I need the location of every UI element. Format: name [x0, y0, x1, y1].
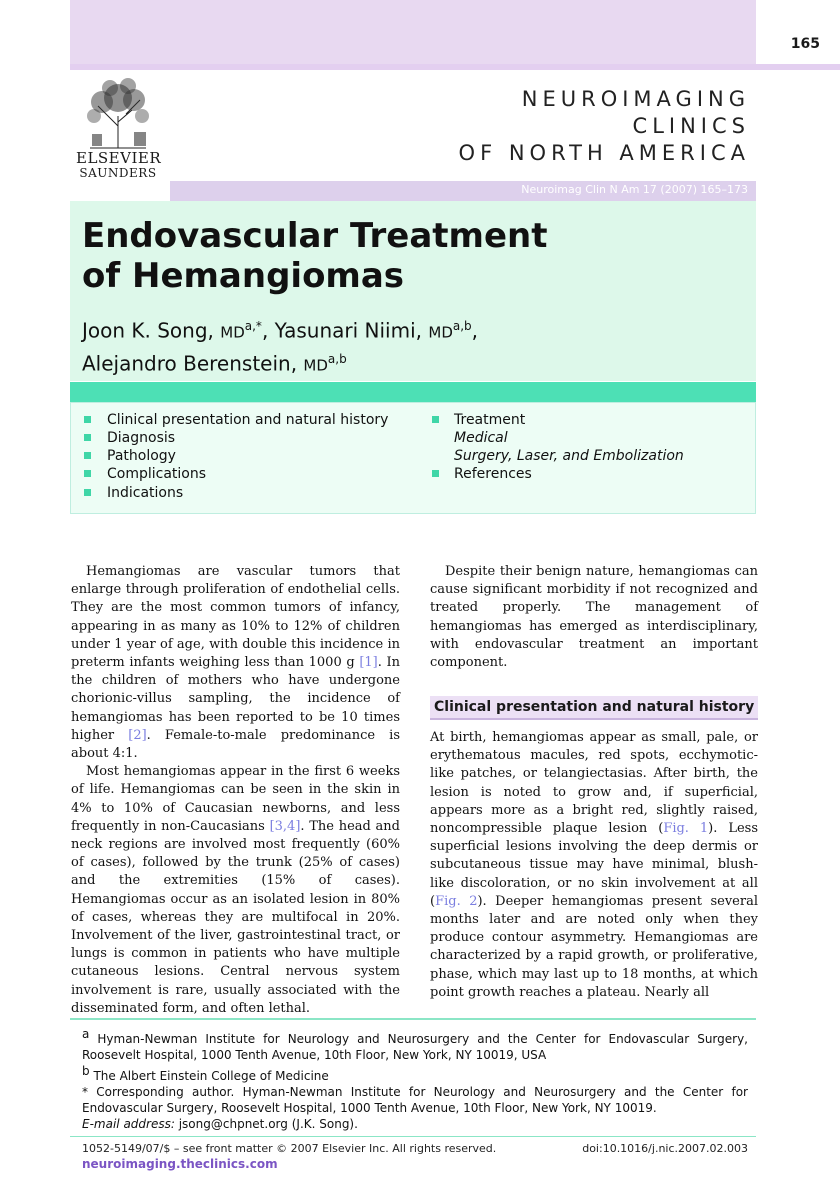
section-heading-rule: [430, 718, 758, 720]
paragraph: Despite their benign nature, hemangiomas can cause significant morbidity if not recognized and treated properly. The management of hemangiomas has emerged as interdisciplinary, with endovascular treatment an important component.: [430, 564, 758, 671]
page-number-box: [760, 0, 840, 64]
figure-link[interactable]: Fig. 2: [435, 893, 478, 909]
author-affiliation-mark: a,b: [452, 319, 472, 333]
author-degree: MD: [220, 323, 245, 342]
toc-subitem[interactable]: Surgery, Laser, and Embolization: [454, 448, 684, 464]
toc-item[interactable]: References: [454, 466, 532, 482]
toc-subitem[interactable]: Medical: [454, 430, 508, 446]
elsevier-tree-icon: [80, 76, 156, 150]
author-degree: MD: [428, 323, 453, 342]
footnote-mark: b: [82, 1064, 90, 1078]
footnote-a: [82, 1026, 748, 1063]
paragraph: [71, 563, 400, 763]
toc-item[interactable]: Indications: [107, 485, 184, 501]
bullet-icon: [432, 470, 439, 477]
section-heading: Clinical presentation and natural history: [434, 699, 755, 715]
footer-rule: [70, 1136, 756, 1137]
title-line-2: of Hemangiomas: [82, 256, 405, 296]
paragraph: [430, 729, 758, 1002]
author-name: Alejandro Berenstein,: [82, 351, 298, 376]
journal-title-line2: CLINICS: [632, 114, 750, 138]
paragraph: [71, 763, 400, 1018]
publisher-name: ELSEVIER: [76, 149, 162, 167]
footnote-text: The Albert Einstein College of Medicine: [93, 1069, 329, 1083]
footnote-corresponding: * Corresponding author. Hyman-Newman Institute for Neurology and Neurosurgery and the Center for Endovascular Surgery, Roosevelt Hospital, 1000 Tenth Avenue, 10th Floor, New York, NY 10019.: [82, 1085, 748, 1115]
paragraph-text: Most hemangiomas appear in the first 6 weeks of life. Hemangiomas can be seen in the skin in 4% to 10% of Caucasian newborns, and less frequently in non-Caucasians: [71, 764, 400, 834]
author-name: Yasunari Niimi,: [274, 318, 423, 343]
toc-item[interactable]: Complications: [107, 466, 207, 482]
body-right-column-intro: [430, 563, 758, 672]
figure-link[interactable]: Fig. 1: [663, 821, 709, 837]
paragraph-text: . The head and neck regions are involved most frequently (60% of cases), followed by the trunk (25% of cases) and the extremities (15% of cases). Hemangiomas occur as an isolated lesion in 80% of cases, whereas they are multifocal in 20%. Involvement of the liver, gastrointestinal tract, or lungs is common in patients who have multiple cutaneous lesions. Central nervous system involvement is rare, usually associated with the disseminated form, and often lethal.: [71, 818, 400, 1016]
publisher-imprint: SAUNDERS: [79, 166, 157, 180]
paragraph-text: . In the children of mothers who have undergone chorionic-villus sampling, the incidence of hemangiomas has been reported to be 10 times higher: [71, 655, 401, 743]
paragraph-text: ). Deeper hemangiomas present several months later and are noted only when they produce contour asymmetry. Hemangiomas are characterized by a rapid growth, or proliferative, phase, which may last up to 18 months, at which point growth reaches a plateau. Nearly all: [430, 893, 758, 1000]
citation-link[interactable]: [3,4]: [269, 818, 301, 834]
toc-item[interactable]: Pathology: [107, 448, 176, 464]
email-label: E-mail address:: [82, 1117, 175, 1131]
paragraph-text: Hemangiomas are vascular tumors that enlarge through proliferation of endothelial cells. They are the most common tumors of infancy, appearing in as many as 10% to 12% of children under 1 year of age, with double this incidence in preterm infants weighing less than 1000 g: [71, 564, 400, 671]
author-line-2: [82, 346, 682, 379]
author-line-1: [82, 313, 682, 346]
toc-header-band: [70, 382, 756, 402]
bullet-icon: [432, 416, 439, 423]
citation-link[interactable]: [1]: [359, 655, 378, 671]
toc-item[interactable]: Treatment: [454, 412, 526, 428]
title-line-1: Endovascular Treatment: [82, 216, 548, 256]
author-affiliation-mark: a,*: [244, 319, 262, 333]
bullet-icon: [84, 434, 91, 441]
bullet-icon: [84, 470, 91, 477]
doi[interactable]: doi:10.1016/j.nic.2007.02.003: [582, 1142, 748, 1155]
author-degree: MD: [303, 356, 328, 375]
email-suffix: (J.K. Song).: [291, 1117, 358, 1131]
author-separator: ,: [261, 318, 269, 343]
bullet-icon: [84, 489, 91, 496]
bullet-icon: [84, 452, 91, 459]
footnote-b: [82, 1063, 748, 1084]
header-rule: [70, 64, 840, 70]
body-left-column: [71, 563, 400, 1018]
publisher-logo: [76, 76, 160, 180]
paragraph-text: At birth, hemangiomas appear as small, pale, or erythematous macules, red spots, ecchymotic-like patches, or telangiectasias. After birth, the lesion is noted to grow and, if superficial, appears more as a bright red, slightly raised, noncompressible plaque lesion (: [430, 730, 758, 837]
footnote-email: [82, 1116, 748, 1132]
paragraph-text: ). Less superficial lesions involving the deep dermis or subcutaneous tissue may have minimal, blush-like discoloration, or no skin involvement at all (: [430, 821, 758, 909]
toc-item[interactable]: Diagnosis: [107, 430, 176, 446]
bullet-icon: [84, 416, 91, 423]
footnotes: [82, 1026, 748, 1132]
footnote-mark: a: [82, 1027, 90, 1041]
journal-title-line3: OF NORTH AMERICA: [458, 141, 750, 165]
footnote-text: Hyman-Newman Institute for Neurology and Neurosurgery and the Center for Endovascular Surgery, Roosevelt Hospital, 1000 Tenth Avenue, 10th Floor, New York, NY 10019, USA: [82, 1032, 748, 1062]
article-title: [82, 216, 682, 296]
author-affiliation-mark: a,b: [327, 351, 347, 366]
journal-citation: Neuroimag Clin N Am 17 (2007) 165–173: [521, 183, 748, 196]
citation-link[interactable]: [2]: [128, 727, 147, 743]
toc-item[interactable]: Clinical presentation and natural history: [107, 412, 389, 428]
footnote-rule: [70, 1018, 756, 1020]
author-list: [82, 313, 682, 378]
journal-url[interactable]: neuroimaging.theclinics.com: [82, 1157, 278, 1171]
paragraph-text: . Female-to-male predominance is about 4:1.: [71, 727, 400, 762]
issn-line: 1052-5149/07/$ – see front matter © 2007 Elsevier Inc. All rights reserved.: [82, 1142, 497, 1155]
header-band: [70, 0, 756, 64]
journal-title-line1: NEUROIMAGING: [521, 87, 750, 111]
body-right-column: [430, 729, 758, 1002]
author-name: Joon K. Song,: [82, 318, 214, 343]
email-link[interactable]: jsong@chpnet.org: [178, 1117, 288, 1131]
page-number: 165: [790, 36, 820, 52]
author-separator: ,: [471, 318, 479, 343]
